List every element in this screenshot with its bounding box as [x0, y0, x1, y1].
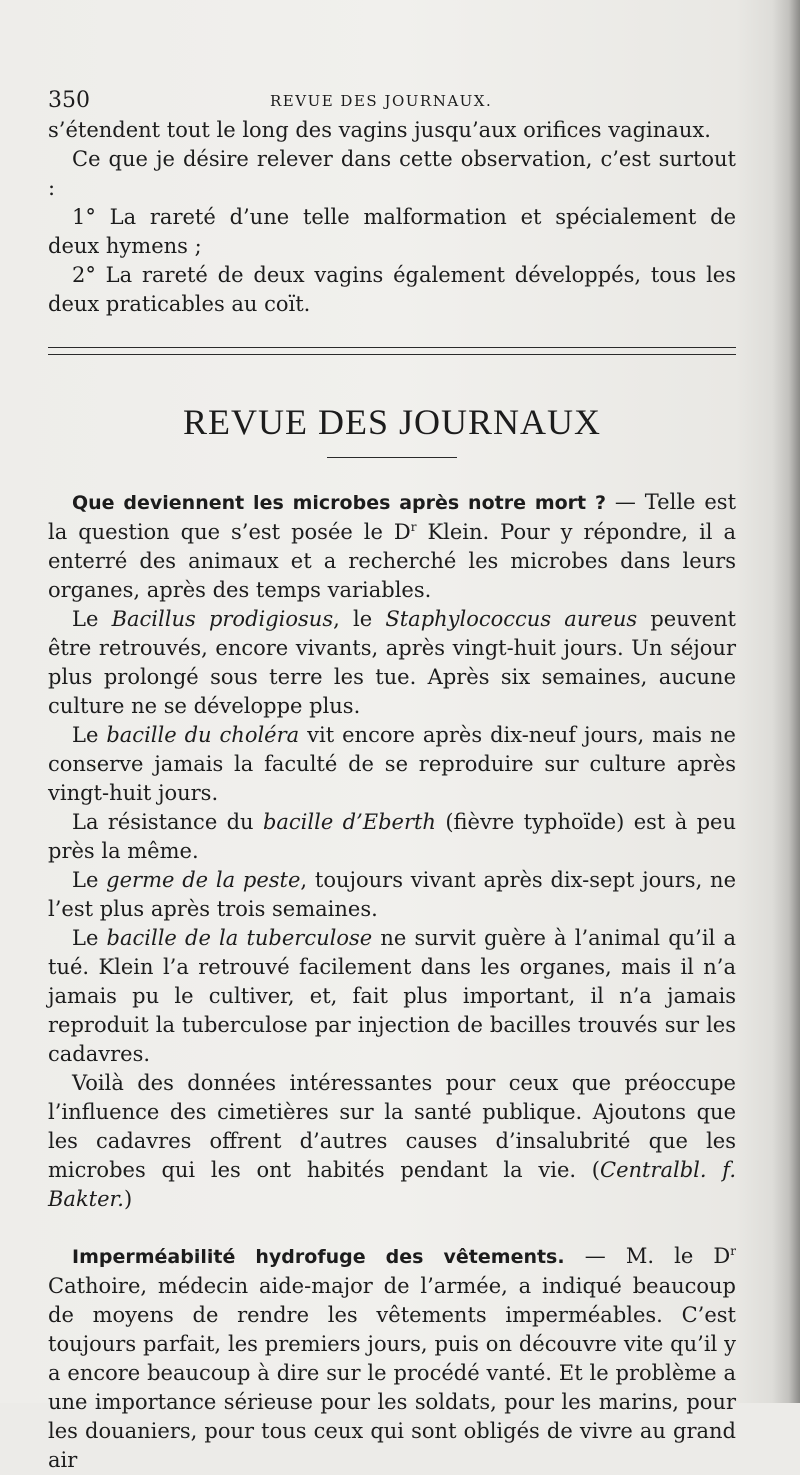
intro-list-item: 2° La rareté de deux vagins également développés, tous les deux praticables au coït.: [48, 263, 736, 316]
body-text: (fièvre typhoïde) est à peu près la même.: [48, 810, 737, 863]
article-heading: Que deviennent les microbes après notre mort ?: [72, 492, 606, 514]
body-text: Voilà des données intéressantes pour ceux que préoccupe l’influence des cimetières sur la santé publique. Ajoutons que les cadavres offrent d’autres causes d’insalubrité que les microbes qui les ont habités pendant la vie. (: [48, 1071, 736, 1182]
species-name: bacille d’Eberth: [262, 810, 436, 834]
body-text: ): [123, 1187, 133, 1211]
section-title: REVUE DES JOURNAUX: [182, 402, 601, 442]
body-text: Cathoire, médecin aide-major de l’armée, a indiqué beaucoup de moyens de rendre les vêtements imperméables. C’est toujours parfait, les premiers jours, puis on découvre vite qu’il y a encore beaucoup à dire sur le procédé vanté. Et le problème a une importance sérieuse pour les soldats, pour les marins, pour les douaniers, pour tous ceux qui sont obligés de vivre au grand air: [48, 1274, 736, 1472]
species-name: Bacillus prodigiosus: [111, 607, 334, 631]
intro-list-item: 1° La rareté d’une telle malformation et spécialement de deux hymens ;: [48, 205, 736, 258]
body-text: Le: [72, 926, 107, 950]
body-text: Le: [72, 868, 107, 892]
superscript: r: [410, 520, 417, 534]
running-title: REVUE DES JOURNAUX.: [270, 92, 493, 110]
body-text: Le: [72, 723, 107, 747]
page-edge-shadow: [772, 0, 800, 1403]
species-name: bacille du choléra: [106, 723, 300, 747]
species-name: bacille de la tuberculose: [106, 926, 373, 950]
article-paragraph: [48, 488, 736, 605]
article-paragraph: [48, 1242, 736, 1475]
body-text: Klein. Pour y répondre, il a enterré des animaux et a recherché les microbes dans leurs organes, après des temps variables.: [48, 520, 736, 602]
body-text: , le: [333, 607, 386, 631]
body-text: Le: [72, 607, 112, 631]
article-paragraph: [48, 866, 736, 924]
em-dash: —: [605, 490, 645, 514]
citation: Centralbl. f. Bakter.: [48, 1158, 736, 1211]
intro-paragraph: s’étendent tout le long des vagins jusqu’aux orifices vaginaux.: [48, 118, 711, 142]
species-name: Staphylococcus aureus: [385, 607, 638, 631]
species-name: germe de la peste: [106, 868, 301, 892]
article-paragraph: [48, 808, 736, 866]
body-text: vit encore après dix-neuf jours, mais ne conserve jamais la faculté de se reproduire sur culture après vingt-huit jours.: [48, 723, 736, 805]
em-dash: —: [564, 1244, 626, 1268]
body-text: La résistance du: [72, 810, 263, 834]
page-number: 350: [48, 88, 90, 113]
body-text: Telle est la question que s’est posée le D: [48, 490, 737, 544]
article-paragraph: [48, 924, 736, 1069]
article-paragraph: [48, 605, 736, 721]
page-content: [48, 86, 736, 1475]
intro-paragraph: Ce que je désire relever dans cette observation, c’est surtout :: [48, 147, 736, 200]
superscript: r: [730, 1244, 736, 1258]
article-paragraph: [48, 721, 736, 808]
body-text: M. le D: [625, 1244, 731, 1268]
page-header: [48, 86, 736, 116]
double-rule-divider: [48, 347, 736, 355]
article-heading: Imperméabilité hydrofuge des vêtements.: [72, 1246, 565, 1268]
body-text: ne survit guère à l’animal qu’il a tué. Klein l’a retrouvé facilement dans les organes, mais il n’a jamais pu le cultiver, et, fait plus important, il n’a jamais reproduit la tuberculose par injection de bacilles trouvés sur les cadavres.: [48, 926, 736, 1066]
body-text: , toujours vivant après dix-sept jours, ne l’est plus après trois semaines.: [48, 868, 736, 921]
body-text: peuvent être retrouvés, encore vivants, après vingt-huit jours. Un séjour plus prolongé sous terre les tue. Après six semaines, aucune culture ne se développe plus.: [48, 607, 736, 718]
article-paragraph: [48, 1069, 736, 1214]
